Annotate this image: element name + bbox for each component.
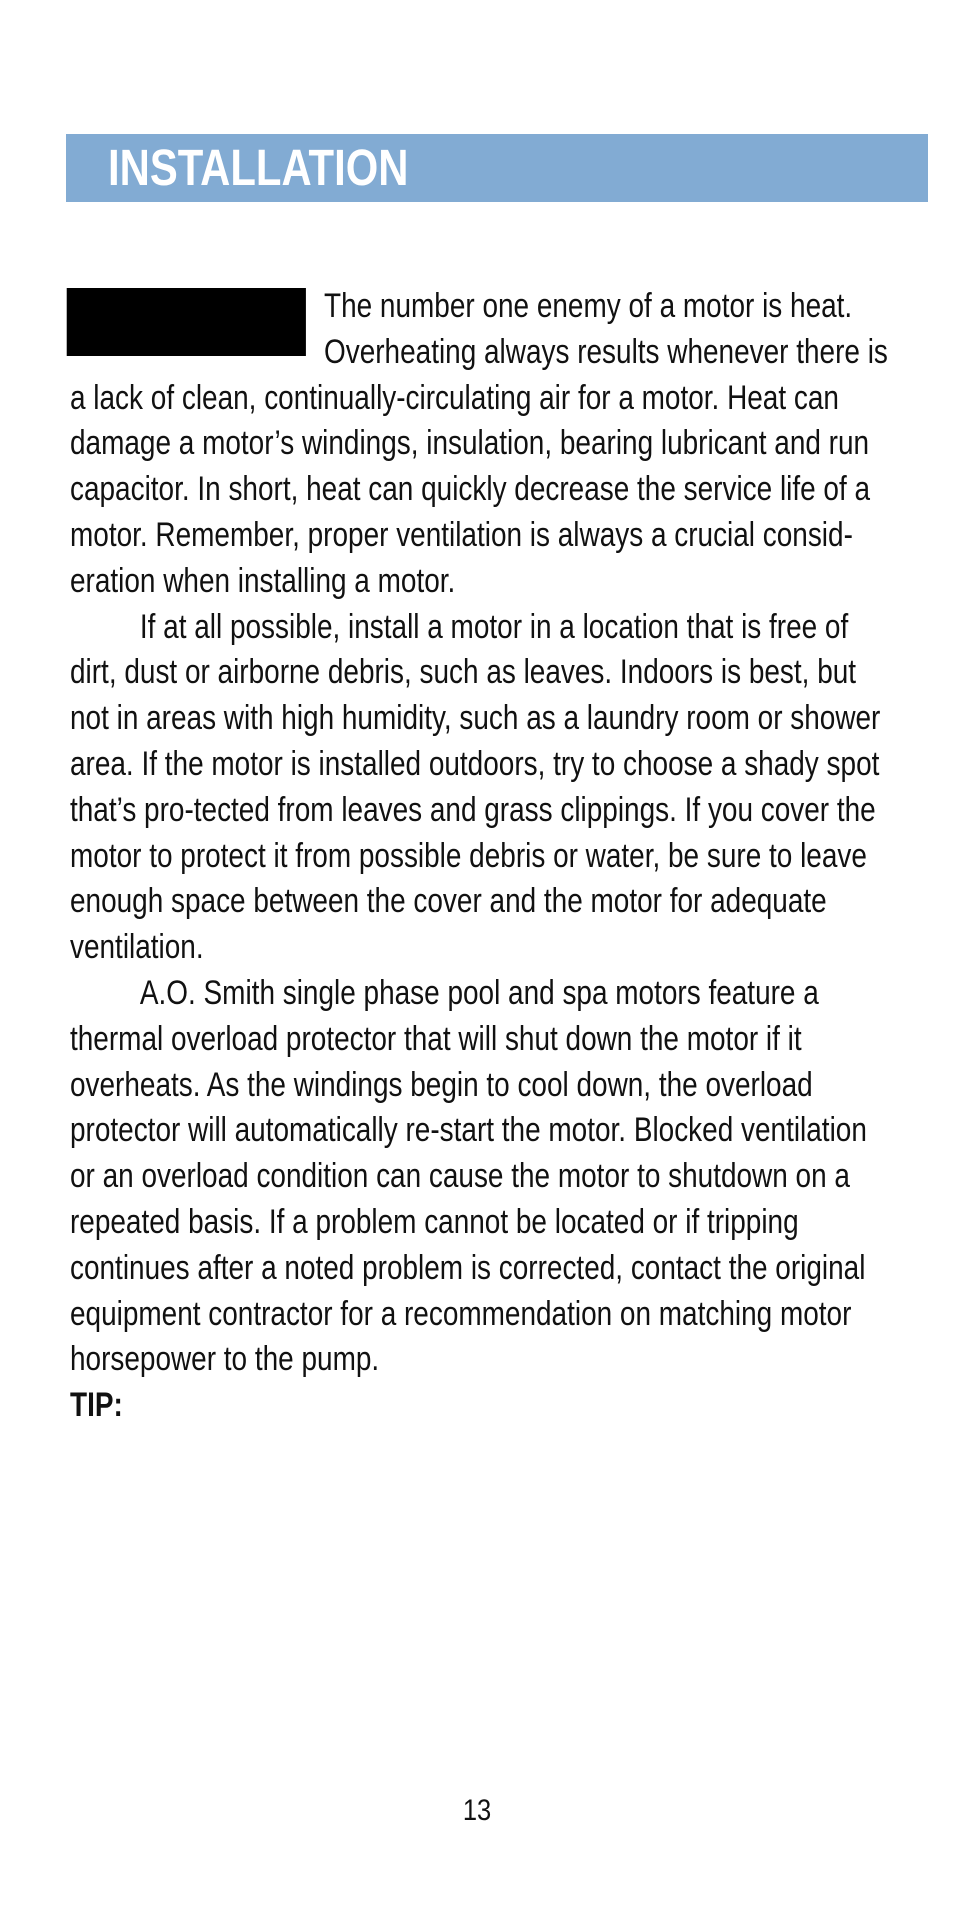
- paragraph-overload: A.O. Smith single phase pool and spa motors feature a thermal overload protector that will shut down the motor if it overheats. As the windings begin to cool down, the overload protector will automatically re-start the motor. Blocked ventilation or an overload condition can cause the motor to shutdown on a repeated basis. If a problem cannot be located or if tripping continues after a noted problem is corrected, contact the original equipment contractor for a recommendation on matching motor horsepower to the pump.: [70, 973, 867, 1379]
- tip-label: TIP:: [70, 1386, 123, 1425]
- paragraph-location: If at all possible, install a motor in a location that is free of dirt, dust or airborne debris, such as leaves. Indoors is best, but not in areas with high humidity, such as a laundry room or shower area. If the motor is installed outdoors, try to choose a shady spot that’s pro-tected from leaves and grass clippings. If you cover the motor to protect it from possible debris or water, be sure to leave enough space between the cover and the motor for adequate ventilation.: [70, 607, 881, 967]
- body-text: [70, 284, 892, 1429]
- paragraph-ventilation: The number one enemy of a motor is heat. Overheating always results whenever there is a lack of clean, continually-circulating air for a motor. Heat can damage a motor’s windings, insulation, bearing lubricant and run capacitor. In short, heat can quickly decrease the service life of a motor. Remember, proper ventilation is always a crucial consid-eration when installing a motor.: [70, 287, 888, 600]
- redacted-block: [67, 288, 306, 356]
- page-number: 13: [462, 1794, 492, 1827]
- section-title: INSTALLATION: [108, 139, 409, 196]
- section-header-bar: [66, 134, 928, 202]
